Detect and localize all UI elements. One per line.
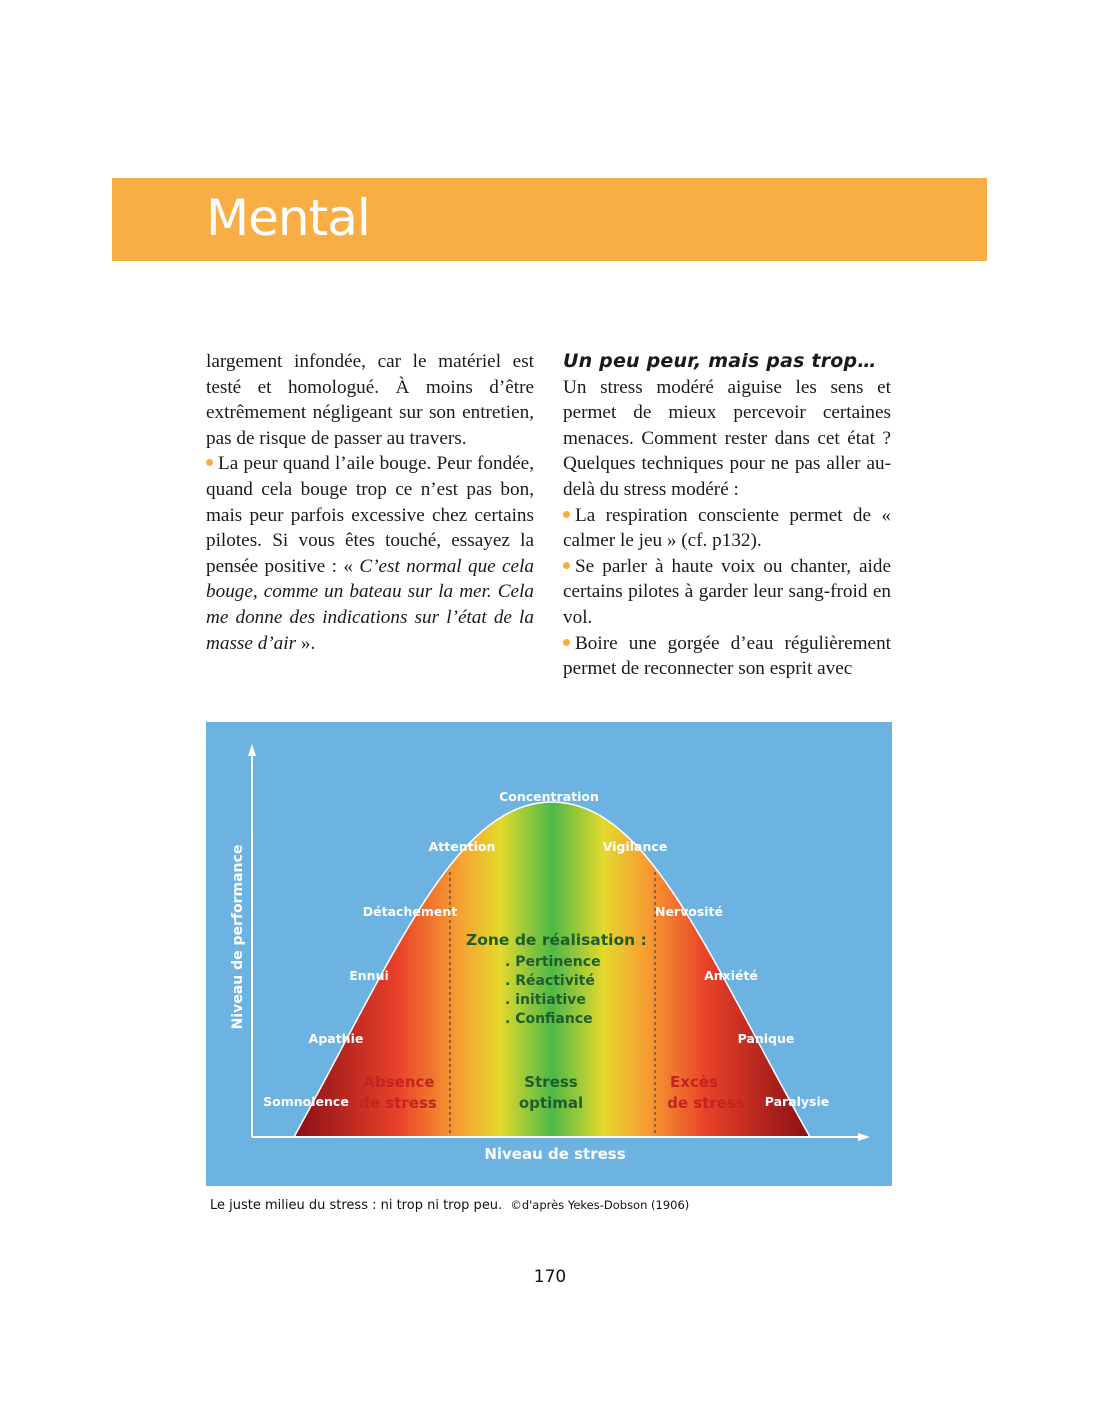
left-column	[206, 349, 534, 656]
bullet-text: Boire une gorgée d’eau régulièrement permet de reconnecter son esprit avec	[563, 632, 891, 680]
paragraph-text: La peur quand l’aile bouge. Peur fondée, quand cela bouge trop ce n’est pas bon, mais peur parfois excessive chez certains pilotes. Si vous êtes touché, essayez la pensée positive : «	[206, 453, 534, 577]
paragraph: Un stress modéré aiguise les sens et permet de mieux percevoir certaines menaces. Comment rester dans cet état ? Quelques techniques pour ne pas aller au-delà du stress modéré :	[563, 376, 891, 500]
bullet-paragraph	[563, 631, 891, 682]
stress-curve-diagram	[206, 722, 892, 1186]
section-subhead: Un peu peur, mais pas trop…	[563, 350, 877, 372]
quote-text: C’est normal que cela bouge, comme un bateau sur la mer. Cela me donne des indications sur l’état de la masse d’air	[206, 555, 534, 654]
curve-label-somnolence: Somnolence	[263, 1094, 349, 1109]
stress-performance-figure	[206, 722, 892, 1186]
bullet-text: Se parler à haute voix ou chanter, aide certains pilotes à garder leur sang-froid en vol.	[563, 555, 891, 628]
curve-label-vigilance: Vigilance	[602, 839, 668, 854]
region-right-line1: Excès	[670, 1073, 718, 1091]
zone-item: . Réactivité	[505, 973, 595, 989]
chapter-title: Mental	[206, 189, 370, 247]
curve-label-nervosite: Nervosité	[654, 904, 724, 919]
region-left-line2: de stress	[359, 1094, 437, 1112]
y-axis-label: Niveau de performance	[230, 844, 246, 1030]
region-center-line2: optimal	[518, 1094, 584, 1112]
bullet-dot-icon	[563, 639, 570, 646]
curve-label-panique: Panique	[737, 1031, 795, 1046]
region-right-line2: de stress	[667, 1094, 745, 1112]
chapter-header-band	[112, 178, 987, 261]
curve-label-detachement: Détachement	[362, 904, 458, 919]
curve-label-anxiete: Anxiété	[704, 968, 758, 983]
caption-credit: ©d'après Yekes-Dobson (1906)	[510, 1198, 690, 1212]
right-column	[563, 349, 891, 682]
curve-label-concentration: Concentration	[499, 789, 599, 804]
bullet-paragraph	[206, 451, 534, 656]
bullet-paragraph	[563, 554, 891, 631]
region-center-line1: Stress	[524, 1073, 578, 1091]
bullet-dot-icon	[563, 511, 570, 518]
region-left-line1: Absence	[363, 1073, 435, 1091]
curve-label-apathie: Apathie	[308, 1031, 364, 1046]
zone-item: . Pertinence	[505, 954, 601, 970]
bullet-paragraph	[563, 503, 891, 554]
bullet-dot-icon	[563, 562, 570, 569]
figure-caption	[210, 1198, 689, 1213]
page-number: 170	[533, 1267, 567, 1287]
caption-text: Le juste milieu du stress : ni trop ni trop peu.	[210, 1198, 503, 1213]
quote-end: ».	[296, 632, 316, 654]
zone-item: . Confiance	[505, 1011, 593, 1027]
curve-label-ennui: Ennui	[349, 968, 389, 983]
x-axis-label: Niveau de stress	[484, 1145, 626, 1163]
curve-label-attention: Attention	[428, 839, 496, 854]
bullet-dot-icon	[206, 459, 213, 466]
zone-title: Zone de réalisation :	[466, 931, 647, 949]
paragraph: largement infondée, car le matériel est testé et homologué. À moins d’être extrêmement négligeant sur son entretien, pas de risque de passer au travers.	[206, 351, 534, 449]
zone-item: . initiative	[505, 992, 586, 1008]
bullet-text: La respiration consciente permet de « calmer le jeu » (cf. p132).	[563, 504, 891, 552]
curve-label-paralysie: Paralysie	[764, 1094, 830, 1109]
